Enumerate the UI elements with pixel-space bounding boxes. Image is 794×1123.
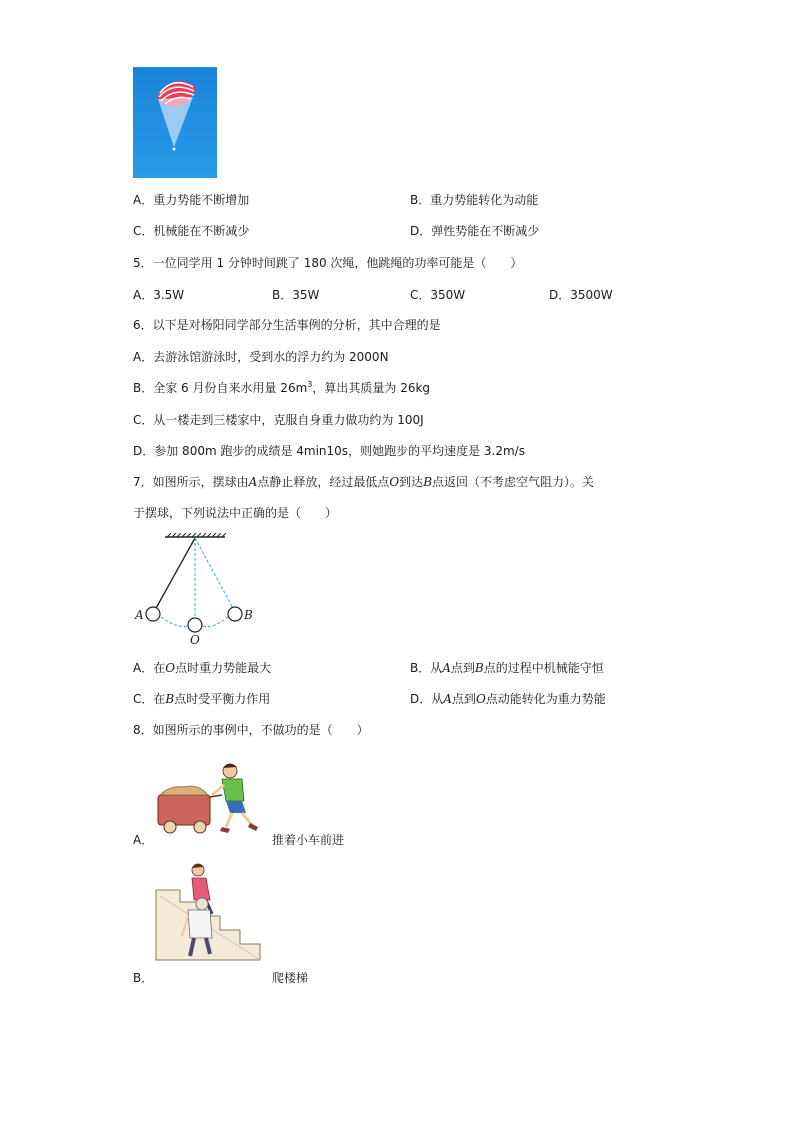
- q7-option-c: C．在B点时受平衡力作用: [133, 692, 271, 706]
- q7-stem-line2: 于摆球，下列说法中正确的是（ ）: [133, 506, 338, 520]
- q8-stem: 8．如图所示的事例中，不做功的是（ ）: [133, 723, 369, 737]
- q4-option-b: B．重力势能转化为动能: [410, 193, 539, 207]
- q7-option-a: A．在O点时重力势能最大: [133, 661, 272, 675]
- q5-stem: 5．一位同学用 1 分钟时间跳了 180 次绳，他跳绳的功率可能是（ ）: [133, 256, 523, 270]
- pendulum-label-o: O: [190, 633, 200, 647]
- pendulum-label-a: A: [135, 608, 144, 622]
- q5-option-d: D．3500W: [549, 288, 613, 302]
- q7-stem-line1: 7．如图所示，摆球由A点静止释放，经过最低点O到达B点返回（不考虑空气阻力）。关: [133, 475, 595, 489]
- q4-option-d: D．弹性势能在不断减少: [410, 224, 540, 238]
- q8-option-a-caption: 推着小车前进: [272, 833, 345, 847]
- q8-option-b-caption: 爬楼梯: [272, 971, 309, 985]
- q7-option-d: D．从A点到O点动能转化为重力势能: [410, 692, 606, 706]
- parachute-figure: [133, 67, 217, 178]
- q8-option-b-letter: B．: [133, 971, 154, 985]
- q6-option-c: C．从一楼走到三楼家中，克服自身重力做功约为 100J: [133, 413, 424, 427]
- q6-stem: 6．以下是对杨阳同学部分生活事例的分析，其中合理的是: [133, 318, 441, 332]
- q5-option-b: B．35W: [272, 288, 320, 302]
- q5-option-a: A．3.5W: [133, 288, 185, 302]
- q6-option-d: D．参加 800m 跑步的成绩是 4min10s，则她跑步的平均速度是 3.2m/s: [133, 444, 525, 458]
- q6-option-a: A．去游泳馆游泳时，受到水的浮力约为 2000N: [133, 350, 389, 364]
- stairs-figure: [150, 860, 270, 978]
- q7-option-b: B．从A点到B点的过程中机械能守恒: [410, 661, 604, 675]
- pendulum-label-b: B: [244, 608, 253, 622]
- q5-option-c: C．350W: [410, 288, 466, 302]
- pendulum-figure: [133, 533, 263, 648]
- q6-option-b: B．全家 6 月份自来水用量 $26m^3$，算出其质量为 26kg: [133, 380, 431, 395]
- q8-option-a-letter: A．: [133, 833, 154, 847]
- q4-option-a: A．重力势能不断增加: [133, 193, 250, 207]
- cart-figure: [150, 757, 268, 837]
- q4-option-c: C．机械能在不断减少: [133, 224, 250, 238]
